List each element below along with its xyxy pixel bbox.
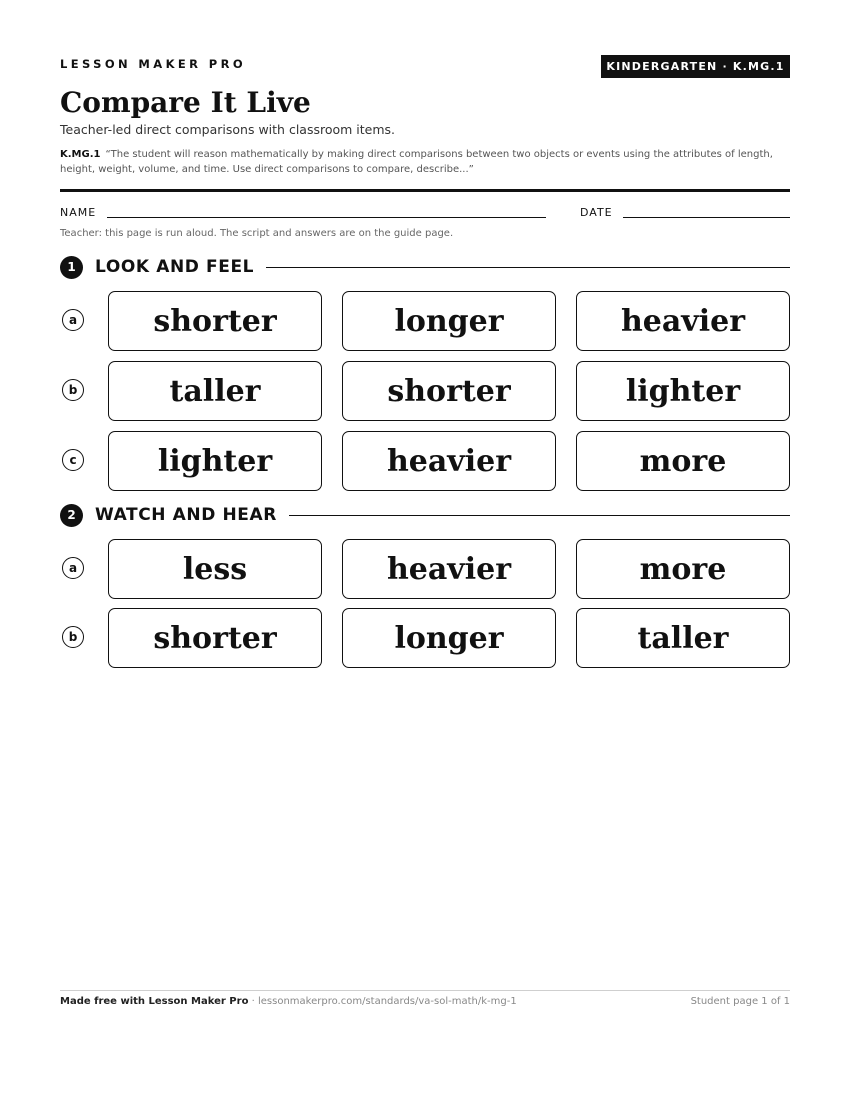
standard-text: “The student will reason mathematically by making direct comparisons between two objects or events using the attributes of length, height, weight, volume, and time. Use direct comparisons to compare, describe...” [60, 149, 773, 175]
row-letter: c [62, 449, 84, 471]
section-title: LOOK AND FEEL [95, 257, 255, 277]
section-rule [266, 267, 790, 268]
word-card: heavier [342, 431, 556, 491]
brand-wordmark: LESSON MAKER PRO [60, 57, 247, 71]
word-card: shorter [108, 608, 322, 668]
section-title: WATCH AND HEAR [95, 505, 277, 525]
footer-credit [60, 996, 517, 1007]
name-field[interactable] [107, 217, 546, 218]
page-title: Compare It Live [60, 86, 311, 119]
footer-divider [60, 990, 790, 991]
date-field[interactable] [623, 217, 790, 218]
word-card: shorter [342, 361, 556, 421]
word-card: lighter [108, 431, 322, 491]
word-card: less [108, 539, 322, 599]
row-letter: a [62, 557, 84, 579]
row-letter: b [62, 379, 84, 401]
page-subtitle: Teacher-led direct comparisons with classroom items. [60, 122, 396, 137]
row-letter: a [62, 309, 84, 331]
section-look-and-feel [60, 256, 790, 278]
grade-standard-badge: KINDERGARTEN · K.MG.1 [601, 55, 790, 78]
section-number: 1 [60, 256, 83, 279]
section-rule [289, 515, 790, 516]
standard-description [60, 147, 790, 177]
word-card: more [576, 431, 790, 491]
word-card: shorter [108, 291, 322, 351]
header-divider [60, 189, 790, 192]
footer-page-number: Student page 1 of 1 [690, 996, 790, 1007]
row-letter: b [62, 626, 84, 648]
word-card: heavier [576, 291, 790, 351]
section-watch-and-hear [60, 504, 790, 526]
word-card: longer [342, 291, 556, 351]
word-card: more [576, 539, 790, 599]
standard-code: K.MG.1 [60, 149, 101, 160]
word-card: heavier [342, 539, 556, 599]
footer-made-with: Made free with Lesson Maker Pro [60, 996, 249, 1007]
word-card: taller [108, 361, 322, 421]
date-label: DATE [580, 206, 613, 219]
teacher-note: Teacher: this page is run aloud. The script and answers are on the guide page. [60, 228, 454, 239]
name-label: NAME [60, 206, 97, 219]
section-number: 2 [60, 504, 83, 527]
word-card: lighter [576, 361, 790, 421]
word-card: taller [576, 608, 790, 668]
word-card: longer [342, 608, 556, 668]
footer-url[interactable]: · lessonmakerpro.com/standards/va-sol-math/k-mg-1 [251, 996, 517, 1007]
